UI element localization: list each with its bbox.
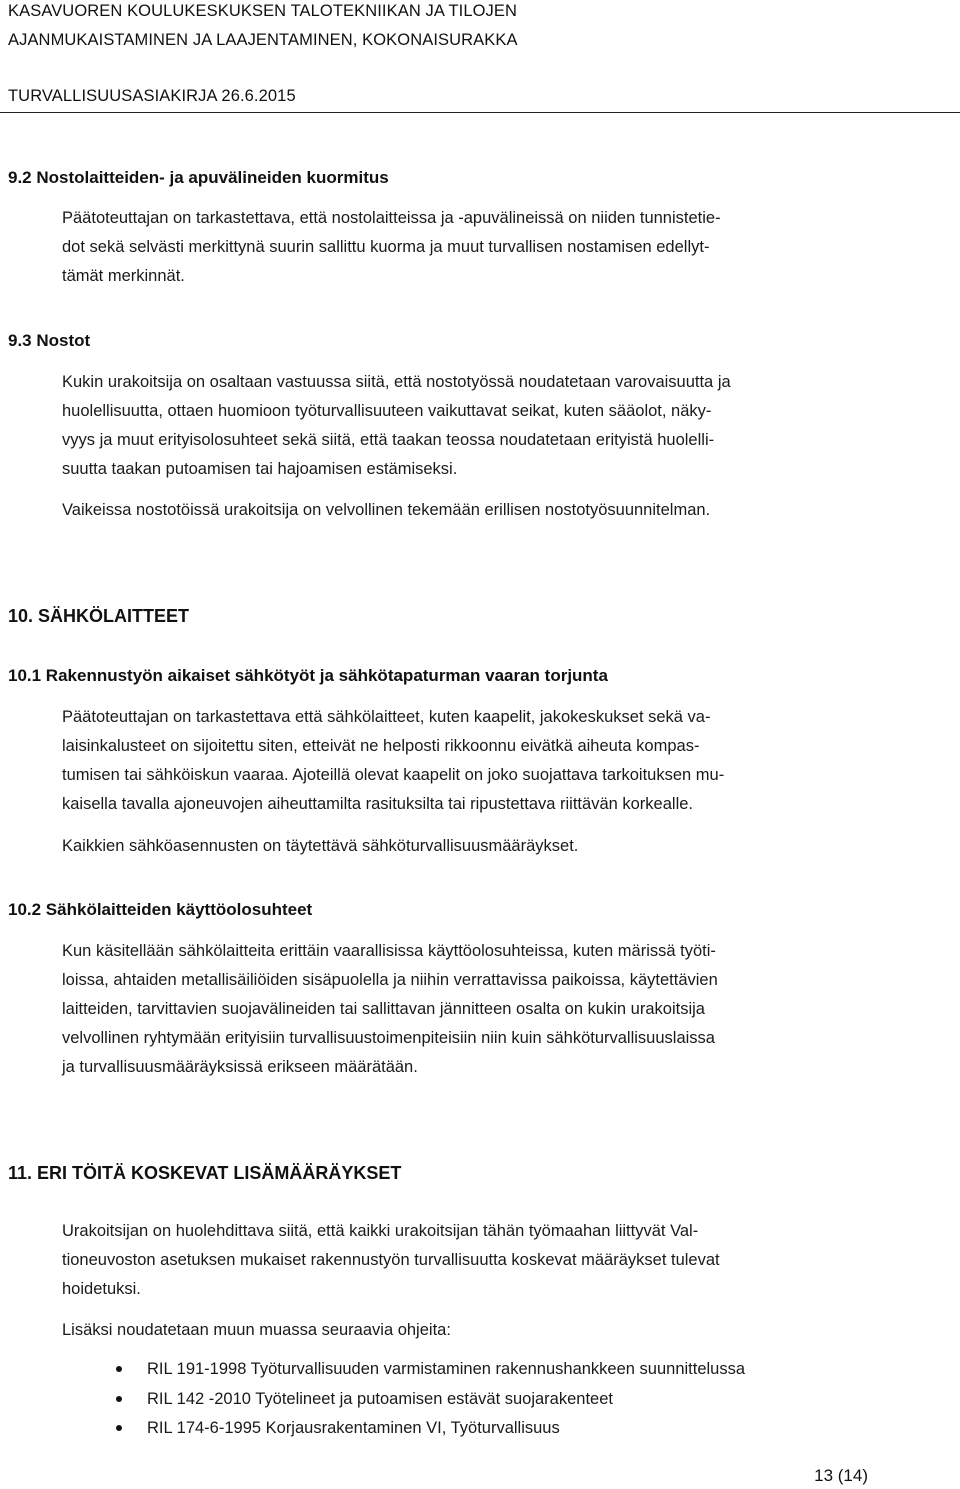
section-9-2-heading: 9.2 Nostolaitteiden- ja apuvälineiden kuormitus	[8, 168, 389, 187]
paragraph-line: tioneuvoston asetuksen mukaiset rakennustyön turvallisuutta koskevat määräykset tulevat	[62, 1251, 720, 1269]
section-11-heading: 11. ERI TÖITÄ KOSKEVAT LISÄMÄÄRÄYKSET	[8, 1163, 402, 1183]
paragraph-line: tämät merkinnät.	[62, 267, 185, 285]
page-number: 13 (14)	[814, 1466, 868, 1485]
header-line-1: KASAVUOREN KOULUKESKUKSEN TALOTEKNIIKAN JA TILOJEN	[8, 2, 518, 20]
section-10-2-heading: 10.2 Sähkölaitteiden käyttöolosuhteet	[8, 900, 313, 919]
header-line-3: TURVALLISUUSASIAKIRJA 26.6.2015	[8, 87, 296, 105]
paragraph-line: laitteiden, tarvittavien suojavälineiden tai sallittavan jännitteen osalta on kukin urakoitsija	[62, 1000, 705, 1018]
list-item-text: RIL 142 -2010 Työtelineet ja putoamisen estävät suojarakenteet	[147, 1389, 613, 1408]
paragraph-line: Urakoitsijan on huolehdittava siitä, että kaikki urakoitsijan tähän työmaahan liittyvät Val-	[62, 1222, 699, 1240]
paragraph-line: tumisen tai sähköiskun vaaraa. Ajoteillä olevat kaapelit on joko suojattava tarkoituksen mu-	[62, 766, 725, 784]
paragraph-line: laisinkalusteet on sijoitettu siten, etteivät ne helposti rikkoonnu eivätkä aiheuta kompas-	[62, 737, 700, 755]
paragraph-line: ja turvallisuusmääräyksissä erikseen määrätään.	[62, 1058, 418, 1076]
list-item-text: RIL 191-1998 Työturvallisuuden varmistaminen rakennushankkeen suunnittelussa	[147, 1360, 746, 1378]
paragraph-line: Vaikeissa nostotöissä urakoitsija on velvollinen tekemään erillisen nostotyösuunnitelman.	[62, 501, 711, 519]
bullet-icon	[116, 1425, 122, 1431]
paragraph-line: huolellisuutta, ottaen huomioon työturvallisuuteen vaikuttavat seikat, kuten sääolot, näky-	[62, 402, 712, 420]
section-9-3-heading: 9.3 Nostot	[8, 331, 91, 350]
list-item	[62, 1385, 745, 1415]
header-divider	[0, 112, 960, 113]
paragraph-line: Kun käsitellään sähkölaitteita erittäin vaarallisissa käyttöolosuhteissa, kuten märissä työti-	[62, 942, 716, 960]
bullet-icon	[116, 1396, 122, 1402]
guideline-list	[62, 1355, 745, 1444]
paragraph-line: Päätoteuttajan on tarkastettava että sähkölaitteet, kuten kaapelit, jakokeskukset sekä va-	[62, 708, 711, 726]
paragraph-line: loissa, ahtaiden metallisäiliöiden sisäpuolella ja niihin verrattavissa paikoissa, käytettävien	[62, 971, 718, 989]
list-item	[62, 1355, 745, 1385]
paragraph-line: dot sekä selvästi merkittynä suurin sallittu kuorma ja muut turvallisen nostamisen edellyt-	[62, 238, 710, 256]
paragraph-line: kaisella tavalla ajoneuvojen aiheuttamilta rasituksilta tai ripustettava riittävän korkealle.	[62, 795, 693, 813]
paragraph-line: Päätoteuttajan on tarkastettava, että nostolaitteissa ja -apuvälineissä on niiden tunnistetie-	[62, 209, 721, 227]
paragraph-line: suutta taakan putoamisen tai hajoamisen estämiseksi.	[62, 460, 458, 478]
paragraph-line: velvollinen ryhtymään erityisiin turvallisuustoimenpiteisiin niin kuin sähköturvallisuuslaissa	[62, 1029, 715, 1047]
section-10-heading: 10. SÄHKÖLAITTEET	[8, 606, 190, 626]
paragraph-line: Kaikkien sähköasennusten on täytettävä sähköturvallisuusmääräykset.	[62, 837, 579, 855]
paragraph-line: Lisäksi noudatetaan muun muassa seuraavia ohjeita:	[62, 1321, 451, 1339]
bullet-icon	[116, 1366, 122, 1372]
header-line-2: AJANMUKAISTAMINEN JA LAAJENTAMINEN, KOKONAISURAKKA	[8, 31, 518, 49]
section-10-1-heading: 10.1 Rakennustyön aikaiset sähkötyöt ja sähkötapaturman vaaran torjunta	[8, 666, 608, 685]
paragraph-line: hoidetuksi.	[62, 1280, 141, 1298]
list-item	[62, 1414, 745, 1444]
list-item-text: RIL 174-6-1995 Korjausrakentaminen VI, Työturvallisuus	[147, 1419, 560, 1437]
paragraph-line: Kukin urakoitsija on osaltaan vastuussa siitä, että nostotyössä noudatetaan varovaisuutta ja	[62, 373, 731, 391]
paragraph-line: vyys ja muut erityisolosuhteet sekä siitä, että taakan teossa noudatetaan erityistä huolelli-	[62, 431, 715, 449]
